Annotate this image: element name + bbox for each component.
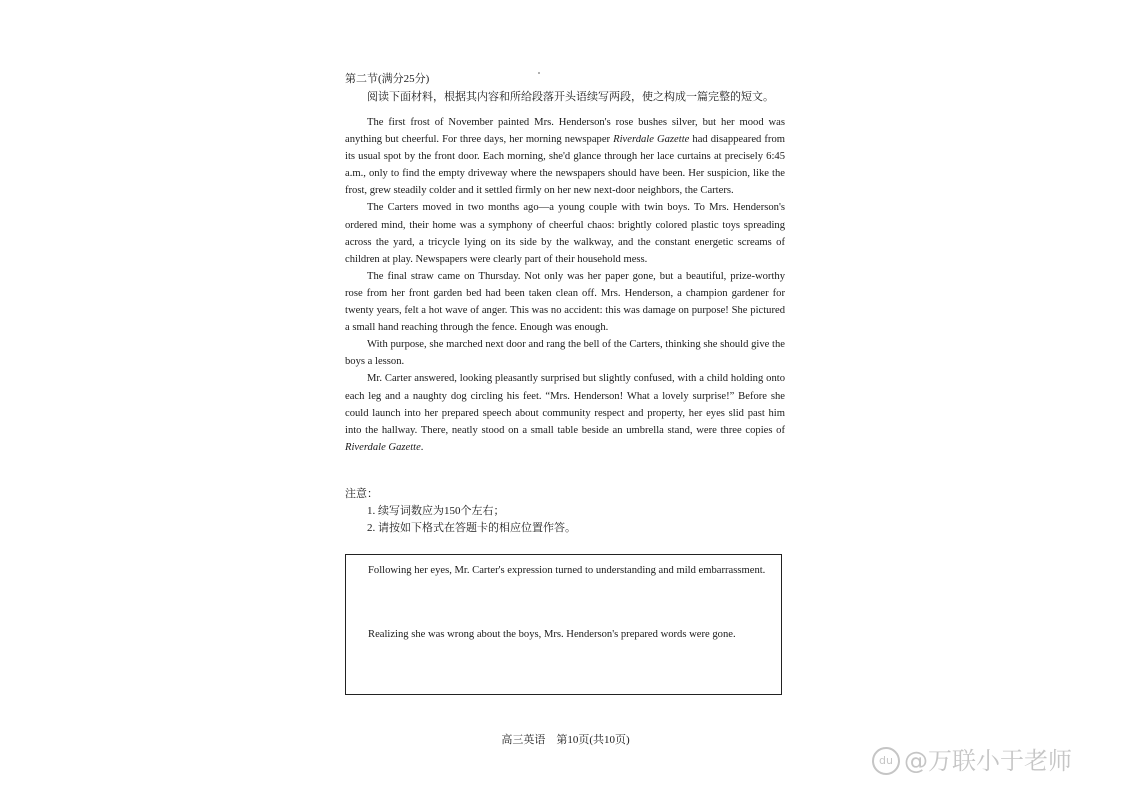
reading-passage: [345, 114, 785, 456]
paragraph-text: had disappeared from its usual spot by the front door. Each morning, she'd glance through her lace curtains at precisely 6:45 a.m., only to find the empty driveway where the newspapers should have been. Her suspicion, like the frost, grew steadily colder and it settled firmly on her new next-door neighbors, the Carters.: [345, 134, 785, 197]
notes-item: 2. 请按如下格式在答题卡的相应位置作答。: [367, 522, 576, 534]
passage-paragraph-3: The final straw came on Thursday. Not only was her paper gone, but a beautiful, prize-worthy rose from her front garden bed had been taken clean off. Mrs. Henderson, a champion gardener for twenty years, felt a hot wave of anger. This was no accident: this was damage on purpose! She pictured a small hand reaching through the fence. Enough was enough.: [345, 270, 785, 334]
paragraph-text: The first frost of November painted Mrs. Henderson's rose bushes silver, but her mood was anything but cheerful. For three days, her morning newspaper: [345, 117, 785, 146]
page-footer: 高三英语 第10页(共10页): [501, 734, 630, 746]
watermark-text: @万联小于老师: [904, 747, 1072, 775]
passage-paragraph-1: [345, 114, 785, 199]
notes-label: 注意：: [345, 488, 378, 500]
answer-box: [345, 554, 782, 695]
scan-speck: [538, 72, 540, 74]
section-title: 第二节(满分25分): [345, 73, 430, 85]
paragraph-text: Mr. Carter answered, looking pleasantly surprised but slightly confused, with a child holding onto each leg and a naughty dog circling his feet. “Mrs. Henderson! What a lovely surprise!” Before she could launch into her prepared speech about community respect and property, her eyes slid past him into the hallway. There, neatly stood on a small table beside an umbrella stand, were three copies of: [345, 373, 785, 436]
notes-section: [345, 486, 785, 537]
newspaper-title: Riverdale Gazette: [613, 134, 690, 146]
notes-item: 1. 续写词数应为150个左右；: [367, 505, 505, 517]
paragraph-text: .: [420, 441, 424, 453]
passage-paragraph-5: [345, 370, 785, 455]
passage-paragraph-2: The Carters moved in two months ago—a young couple with twin boys. To Mrs. Henderson's ordered mind, their home was a symphony of cheerful chaos: brightly colored plastic toys spreading across the yard, a tricycle lying on its side by the walkway, and the constant energetic screams of children at play. Newspapers were clearly part of their household mess.: [345, 202, 785, 265]
paragraph-opener-1: Following her eyes, Mr. Carter's expression turned to understanding and mild embarrassment.: [368, 565, 766, 576]
watermark: [872, 746, 1072, 776]
passage-paragraph-4: With purpose, she marched next door and rang the bell of the Carters, thinking she should give the boys a lesson.: [345, 339, 785, 368]
section-instruction: 阅读下面材料，根据其内容和所给段落开头语续写两段，使之构成一篇完整的短文。: [367, 91, 774, 103]
baidu-paw-icon: du: [872, 747, 900, 775]
paragraph-opener-2: Realizing she was wrong about the boys, Mrs. Henderson's prepared words were gone.: [368, 629, 736, 640]
newspaper-title: Riverdale Gazette: [345, 441, 421, 453]
